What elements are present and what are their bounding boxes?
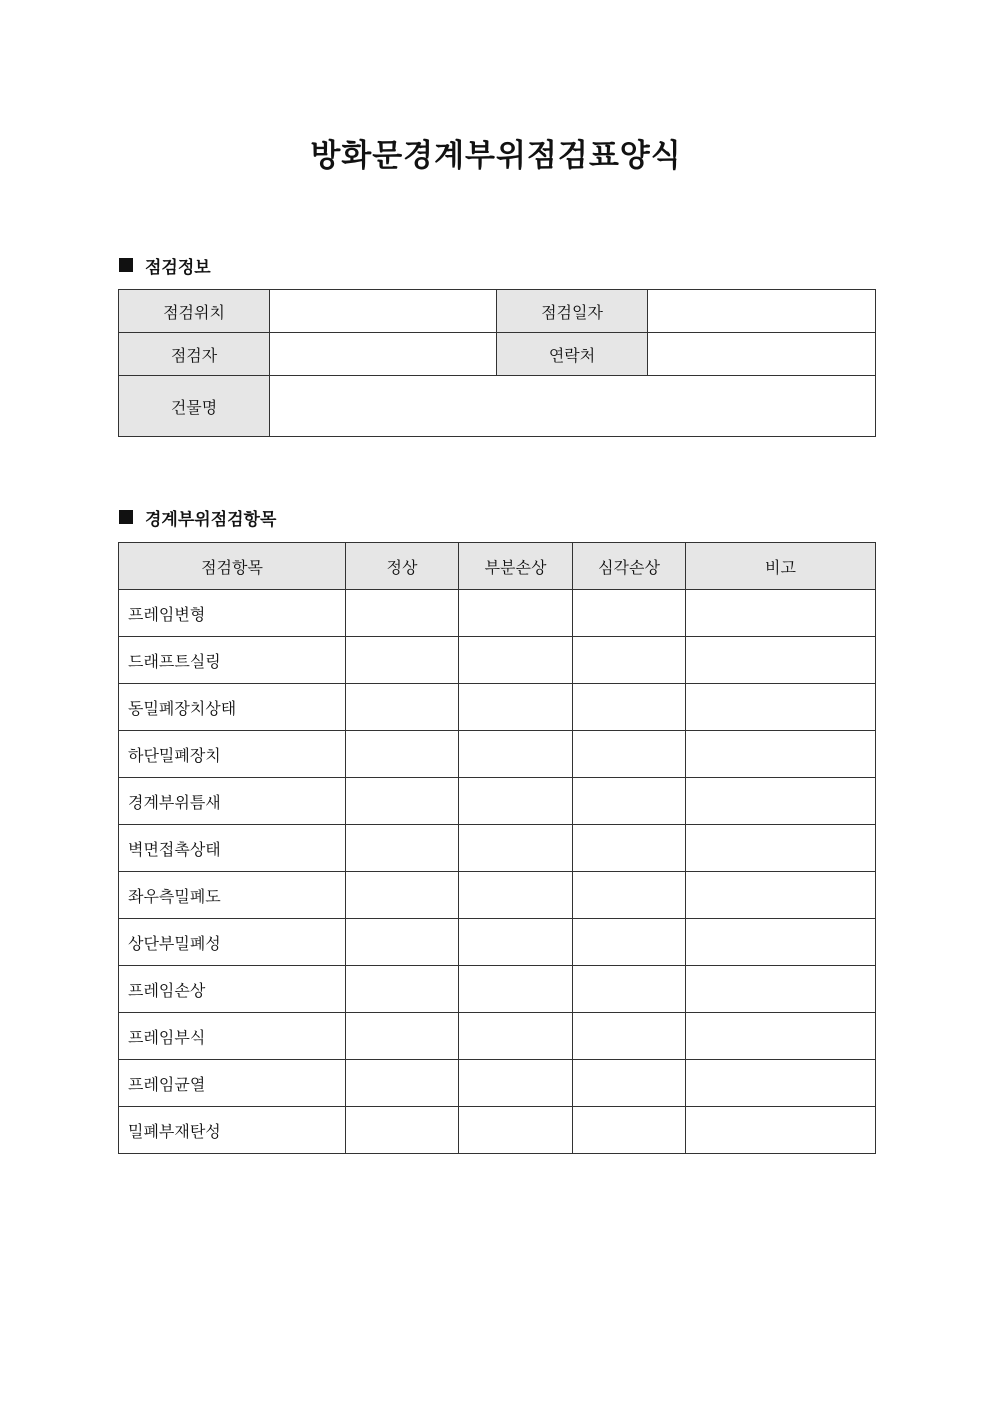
severe-damage-check-cell[interactable]: [573, 1107, 686, 1154]
partial-damage-check-cell[interactable]: [459, 590, 573, 637]
column-header-severe-damage: 심각손상: [573, 543, 686, 590]
info-row-building: [119, 376, 876, 437]
table-row: [119, 637, 876, 684]
check-item-label: 상단부밀폐성: [119, 919, 346, 966]
partial-damage-check-cell[interactable]: [459, 919, 573, 966]
date-label: 점검일자: [497, 290, 648, 333]
severe-damage-check-cell[interactable]: [573, 966, 686, 1013]
column-header-remarks: 비고: [686, 543, 876, 590]
info-section-heading-text: 점검정보: [145, 257, 211, 278]
remarks-cell[interactable]: [686, 919, 876, 966]
info-section-heading: [119, 253, 211, 277]
normal-check-cell[interactable]: [346, 966, 459, 1013]
severe-damage-check-cell[interactable]: [573, 919, 686, 966]
check-item-label: 드래프트실링: [119, 637, 346, 684]
normal-check-cell[interactable]: [346, 590, 459, 637]
partial-damage-check-cell[interactable]: [459, 778, 573, 825]
column-header-item: 점검항목: [119, 543, 346, 590]
partial-damage-check-cell[interactable]: [459, 872, 573, 919]
partial-damage-check-cell[interactable]: [459, 1013, 573, 1060]
check-item-label: 프레임손상: [119, 966, 346, 1013]
table-row: [119, 1107, 876, 1154]
remarks-cell[interactable]: [686, 778, 876, 825]
severe-damage-check-cell[interactable]: [573, 1013, 686, 1060]
black-square-bullet-icon: [119, 510, 133, 524]
normal-check-cell[interactable]: [346, 1060, 459, 1107]
check-item-label: 좌우측밀폐도: [119, 872, 346, 919]
check-item-label: 벽면접촉상태: [119, 825, 346, 872]
black-square-bullet-icon: [119, 258, 133, 272]
table-row: [119, 731, 876, 778]
normal-check-cell[interactable]: [346, 778, 459, 825]
partial-damage-check-cell[interactable]: [459, 1060, 573, 1107]
table-row: [119, 1060, 876, 1107]
inspector-label: 점검자: [119, 333, 270, 376]
remarks-cell[interactable]: [686, 1107, 876, 1154]
page-title: 방화문경계부위점검표양식: [310, 138, 682, 174]
severe-damage-check-cell[interactable]: [573, 825, 686, 872]
partial-damage-check-cell[interactable]: [459, 637, 573, 684]
severe-damage-check-cell[interactable]: [573, 872, 686, 919]
contact-label: 연락처: [497, 333, 648, 376]
normal-check-cell[interactable]: [346, 872, 459, 919]
partial-damage-check-cell[interactable]: [459, 825, 573, 872]
check-item-label: 프레임부식: [119, 1013, 346, 1060]
table-row: [119, 872, 876, 919]
table-row: [119, 825, 876, 872]
severe-damage-check-cell[interactable]: [573, 778, 686, 825]
normal-check-cell[interactable]: [346, 637, 459, 684]
normal-check-cell[interactable]: [346, 1107, 459, 1154]
check-item-label: 밀폐부재탄성: [119, 1107, 346, 1154]
severe-damage-check-cell[interactable]: [573, 684, 686, 731]
contact-field[interactable]: [648, 333, 876, 376]
location-label: 점검위치: [119, 290, 270, 333]
boundary-check-table: [118, 542, 876, 1154]
inspection-info-table: [118, 289, 876, 437]
check-section-heading-text: 경계부위점검항목: [145, 509, 277, 530]
check-item-label: 경계부위틈새: [119, 778, 346, 825]
partial-damage-check-cell[interactable]: [459, 684, 573, 731]
table-row: [119, 684, 876, 731]
remarks-cell[interactable]: [686, 966, 876, 1013]
remarks-cell[interactable]: [686, 825, 876, 872]
severe-damage-check-cell[interactable]: [573, 590, 686, 637]
remarks-cell[interactable]: [686, 1013, 876, 1060]
table-row: [119, 590, 876, 637]
inspector-field[interactable]: [270, 333, 497, 376]
table-row: [119, 1013, 876, 1060]
remarks-cell[interactable]: [686, 872, 876, 919]
normal-check-cell[interactable]: [346, 684, 459, 731]
normal-check-cell[interactable]: [346, 1013, 459, 1060]
check-item-label: 프레임변형: [119, 590, 346, 637]
table-row: [119, 966, 876, 1013]
remarks-cell[interactable]: [686, 637, 876, 684]
severe-damage-check-cell[interactable]: [573, 637, 686, 684]
building-label: 건물명: [119, 376, 270, 437]
normal-check-cell[interactable]: [346, 731, 459, 778]
normal-check-cell[interactable]: [346, 919, 459, 966]
info-row-location: [119, 290, 876, 333]
partial-damage-check-cell[interactable]: [459, 966, 573, 1013]
remarks-cell[interactable]: [686, 1060, 876, 1107]
check-item-label: 프레임균열: [119, 1060, 346, 1107]
partial-damage-check-cell[interactable]: [459, 1107, 573, 1154]
column-header-partial-damage: 부분손상: [459, 543, 573, 590]
severe-damage-check-cell[interactable]: [573, 731, 686, 778]
remarks-cell[interactable]: [686, 731, 876, 778]
remarks-cell[interactable]: [686, 684, 876, 731]
location-field[interactable]: [270, 290, 497, 333]
check-table-header-row: [119, 543, 876, 590]
building-field[interactable]: [270, 376, 876, 437]
table-row: [119, 778, 876, 825]
remarks-cell[interactable]: [686, 590, 876, 637]
table-row: [119, 919, 876, 966]
date-field[interactable]: [648, 290, 876, 333]
normal-check-cell[interactable]: [346, 825, 459, 872]
column-header-normal: 정상: [346, 543, 459, 590]
severe-damage-check-cell[interactable]: [573, 1060, 686, 1107]
check-section-heading: [119, 505, 276, 529]
info-row-inspector: [119, 333, 876, 376]
check-item-label: 하단밀폐장치: [119, 731, 346, 778]
check-item-label: 동밀폐장치상태: [119, 684, 346, 731]
partial-damage-check-cell[interactable]: [459, 731, 573, 778]
